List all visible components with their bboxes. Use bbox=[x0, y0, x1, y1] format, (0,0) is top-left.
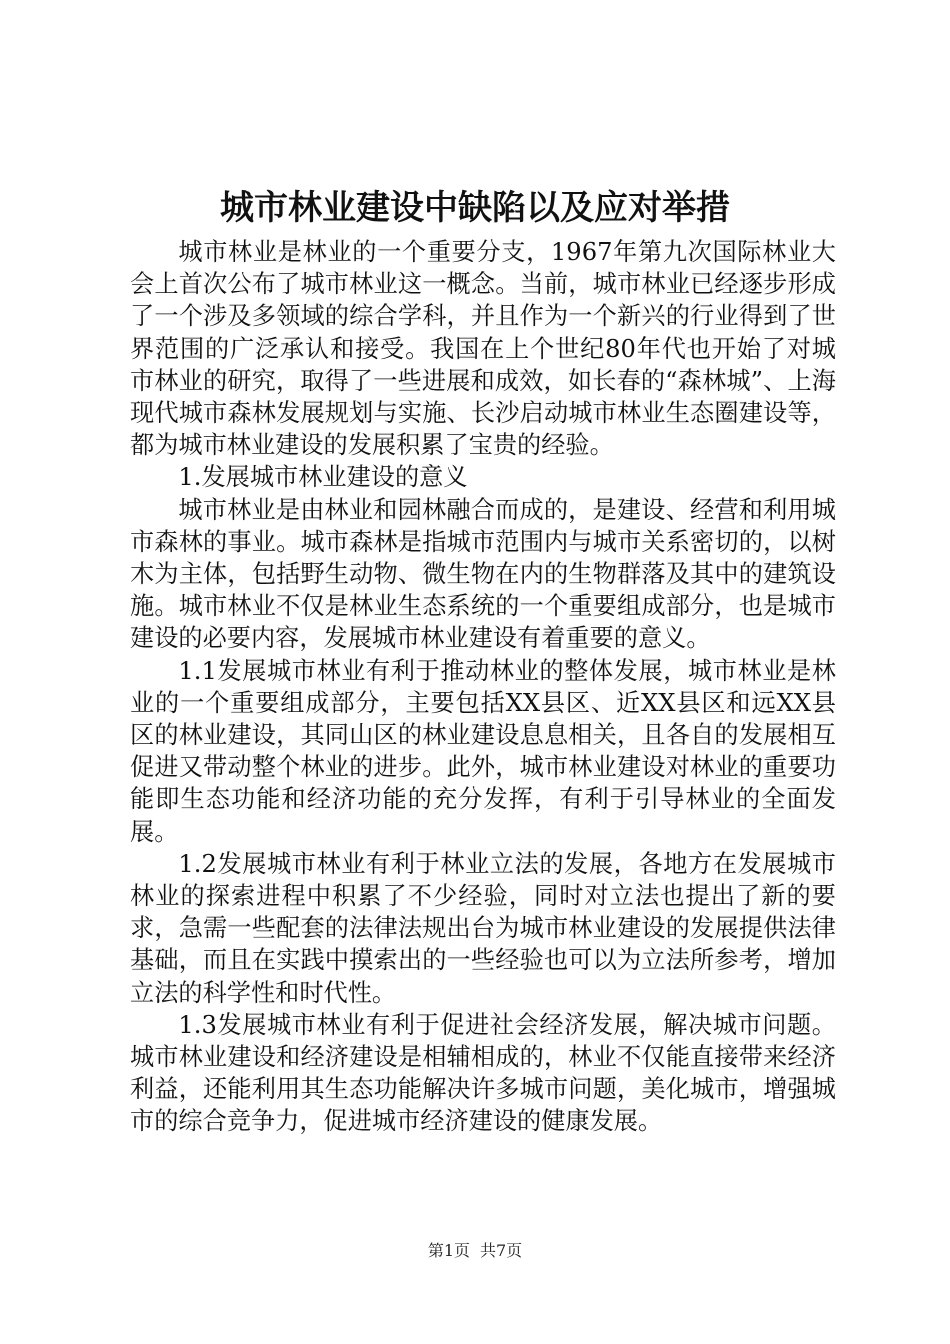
document-title: 城市林业建设中缺陷以及应对举措 bbox=[220, 188, 730, 228]
paragraph-1-3: 1.3发展城市林业有利于促进社会经济发展，解决城市问题。城市林业建设和经济建设是相辅相成的，林业不仅能直接带来经济利益，还能利用其生态功能解决许多城市问题，美化城市，增强城市的综合竞争力，促进城市经济建设的健康发展。 bbox=[130, 1010, 836, 1136]
page-number: 第1页 bbox=[427, 1241, 470, 1260]
page-footer bbox=[0, 1240, 950, 1262]
paragraph-intro: 城市林业是林业的一个重要分支，1967年第九次国际林业大会上首次公布了城市林业这一概念。当前，城市林业已经逐步形成了一个涉及多领域的综合学科，并且作为一个新兴的行业得到了世界范围的广泛承认和接受。我国在上个世纪80年代也开始了对城市林业的研究，取得了一些进展和成效，如长春的“森林城”、上海现代城市森林发展规划与实施、长沙启动城市林业生态圈建设等，都为城市林业建设的发展积累了宝贵的经验。 bbox=[130, 238, 836, 460]
section-heading-1: 1.发展城市林业建设的意义 bbox=[178, 463, 468, 492]
paragraph-1-1: 1.1发展城市林业有利于推动林业的整体发展，城市林业是林业的一个重要组成部分，主要包括XX县区、近XX县区和远XX县区的林业建设，其同山区的林业建设息息相关，且各自的发展相互促进又带动整个林业的进步。此外，城市林业建设对林业的重要功能即生态功能和经济功能的充分发挥，有利于引导林业的全面发展。 bbox=[130, 656, 836, 846]
paragraph-significance: 城市林业是由林业和园林融合而成的，是建设、经营和利用城市森林的事业。城市森林是指城市范围内与城市关系密切的，以树木为主体，包括野生动物、微生物在内的生物群落及其中的建筑设施。城市林业不仅是林业生态系统的一个重要组成部分，也是城市建设的必要内容，发展城市林业建设有着重要的意义。 bbox=[130, 495, 836, 653]
document-body bbox=[130, 236, 836, 1138]
paragraph-1-2: 1.2发展城市林业有利于林业立法的发展，各地方在发展城市林业的探索进程中积累了不少经验，同时对立法也提出了新的要求，急需一些配套的法律法规出台为城市林业建设的发展提供法律基础，而且在实践中摸索出的一些经验也可以为立法所参考，增加立法的科学性和时代性。 bbox=[130, 849, 836, 1007]
page-total: 共7页 bbox=[480, 1241, 523, 1260]
